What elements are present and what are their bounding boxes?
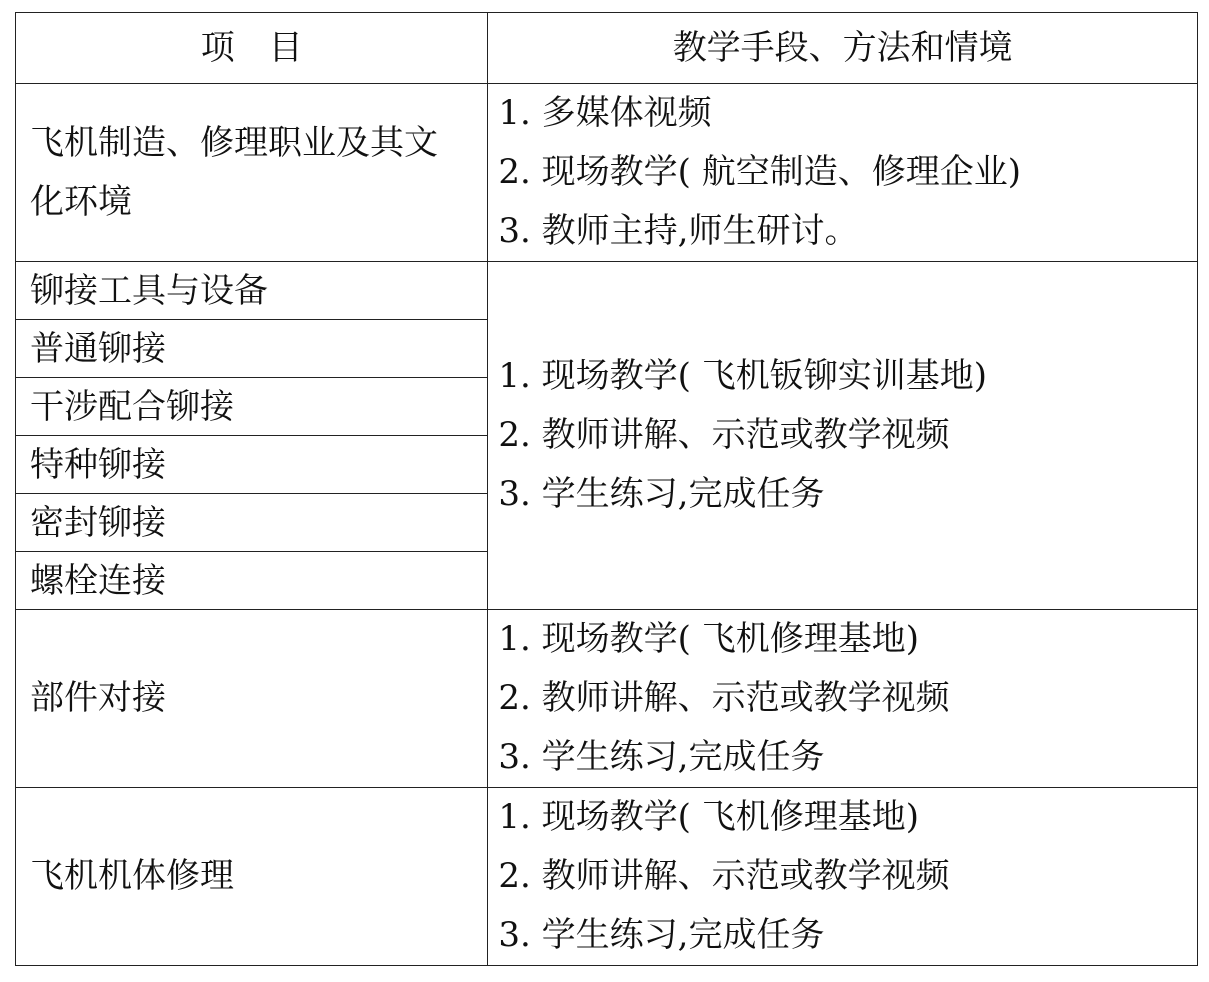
item-cell: 特种铆接 [16,436,488,494]
item-cell: 普通铆接 [16,320,488,378]
header-method: 教学手段、方法和情境 [488,13,1198,84]
method-cell [488,262,1198,610]
item-cell [16,84,488,262]
method-line: 1. 现场教学( 飞机修理基地) [498,797,919,837]
method-line: 3. 学生练习,完成任务 [498,737,825,777]
item-cell: 铆接工具与设备 [16,262,488,320]
item-text-line: 飞机制造、修理职业及其文 [30,122,438,163]
method-line: 2. 教师讲解、示范或教学视频 [498,678,950,718]
item-cell: 干涉配合铆接 [16,378,488,436]
item-cell: 部件对接 [16,610,488,788]
item-cell: 飞机机体修理 [16,788,488,966]
method-cell [488,84,1198,262]
method-line: 3. 教师主持,师生研讨。 [498,211,859,251]
method-line: 3. 学生练习,完成任务 [498,915,825,955]
method-cell [488,610,1198,788]
header-item: 项 目 [16,13,488,84]
item-cell: 螺栓连接 [16,552,488,610]
method-line: 2. 教师讲解、示范或教学视频 [498,415,950,455]
item-cell: 密封铆接 [16,494,488,552]
teaching-methods-table [15,12,1198,966]
table-row [16,84,1198,262]
method-line: 1. 多媒体视频 [498,93,712,133]
table-row [16,788,1198,966]
method-line: 3. 学生练习,完成任务 [498,474,825,514]
header-row [16,13,1198,84]
item-text-line: 化环境 [30,181,132,222]
table-row [16,262,1198,320]
method-line: 2. 教师讲解、示范或教学视频 [498,856,950,896]
table-row [16,610,1198,788]
method-line: 1. 现场教学( 飞机修理基地) [498,619,919,659]
method-cell [488,788,1198,966]
method-line: 1. 现场教学( 飞机钣铆实训基地) [498,356,987,396]
method-line: 2. 现场教学( 航空制造、修理企业) [498,152,1021,192]
